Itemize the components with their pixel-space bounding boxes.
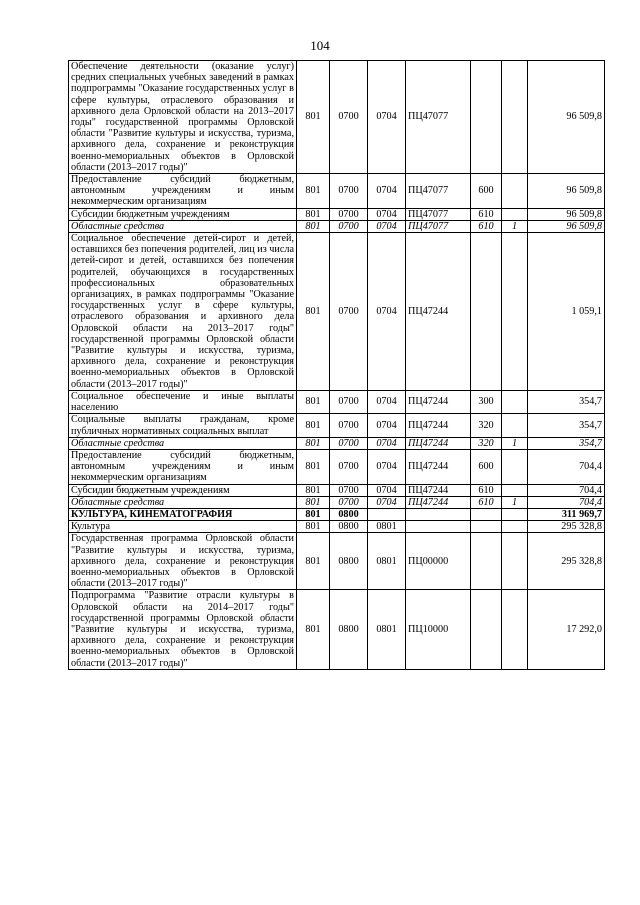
target-article-cell — [406, 508, 471, 520]
section-cell: 0800 — [330, 590, 368, 669]
row-name-cell: Обеспечение деятельности (оказание услуг) средних специальных учебных заведений в рамках подпрограммы "Оказание государственных услуг в сфере культуры, отраслевого образования и архивного дела Орловской области на 2013–2017 годы" государственной программы Орловской области "Развитие культуры и искусства, туризма, архивного дела, сохранение и реконструкция военно-мемориальных объектов в Орловской области (2013–2017 годы)" — [69, 61, 297, 174]
grbs-cell: 801 — [297, 590, 330, 669]
grbs-cell: 801 — [297, 521, 330, 533]
row-name-cell: Областные средства — [69, 220, 297, 232]
table-row — [69, 437, 605, 449]
grbs-cell: 801 — [297, 390, 330, 413]
grbs-cell: 801 — [297, 508, 330, 520]
table-row — [69, 521, 605, 533]
target-article-cell: ПЦ47077 — [406, 208, 471, 220]
target-article-cell: ПЦ10000 — [406, 590, 471, 669]
section-cell: 0700 — [330, 233, 368, 391]
section-cell: 0700 — [330, 61, 368, 174]
expense-type-cell — [471, 533, 502, 590]
target-article-cell — [406, 521, 471, 533]
subsection-cell — [368, 508, 406, 520]
amount-cell: 295 328,8 — [528, 521, 605, 533]
subsection-cell: 0704 — [368, 61, 406, 174]
amount-cell: 311 969,7 — [528, 508, 605, 520]
target-article-cell: ПЦ47077 — [406, 174, 471, 209]
amount-cell: 704,4 — [528, 496, 605, 508]
subsection-cell: 0704 — [368, 174, 406, 209]
budget-table — [68, 60, 605, 670]
expense-type-cell: 600 — [471, 449, 502, 484]
target-article-cell: ПЦ47244 — [406, 233, 471, 391]
source-cell — [502, 590, 528, 669]
grbs-cell: 801 — [297, 174, 330, 209]
section-cell: 0800 — [330, 533, 368, 590]
source-cell — [502, 533, 528, 590]
row-name-cell: Предоставление субсидий бюджетным, автономным учреждениям и иным некоммерческим организациям — [69, 174, 297, 209]
section-cell: 0700 — [330, 449, 368, 484]
source-cell — [502, 208, 528, 220]
section-cell: 0700 — [330, 174, 368, 209]
section-cell: 0700 — [330, 437, 368, 449]
row-name-cell: КУЛЬТУРА, КИНЕМАТОГРАФИЯ — [69, 508, 297, 520]
section-cell: 0800 — [330, 521, 368, 533]
grbs-cell: 801 — [297, 233, 330, 391]
target-article-cell: ПЦ47077 — [406, 220, 471, 232]
expense-type-cell: 610 — [471, 496, 502, 508]
source-cell — [502, 414, 528, 437]
source-cell — [502, 484, 528, 496]
section-cell: 0700 — [330, 208, 368, 220]
row-name-cell: Социальное обеспечение детей-сирот и детей, оставшихся без попечения родителей, лиц из числа детей-сирот и детей, оставшихся без попечения родителей, обучающихся в государственных профессиональных образовательных организациях, в рамках подпрограммы "Оказание государственных услуг в сфере культуры, отраслевого образования и архивного дела Орловской области на 2013–2017 годы" государственной программы Орловской области "Развитие культуры и искусства, туризма, архивного дела, сохранение и реконструкция военно-мемориальных объектов в Орловской области (2013–2017 годы)" — [69, 233, 297, 391]
source-cell — [502, 61, 528, 174]
source-cell — [502, 449, 528, 484]
row-name-cell: Социальное обеспечение и иные выплаты населению — [69, 390, 297, 413]
section-cell: 0800 — [330, 508, 368, 520]
section-cell: 0700 — [330, 390, 368, 413]
amount-cell: 704,4 — [528, 449, 605, 484]
expense-type-cell — [471, 590, 502, 669]
grbs-cell: 801 — [297, 414, 330, 437]
grbs-cell: 801 — [297, 437, 330, 449]
table-row — [69, 484, 605, 496]
grbs-cell: 801 — [297, 449, 330, 484]
table-row — [69, 61, 605, 174]
expense-type-cell — [471, 61, 502, 174]
row-name-cell: Культура — [69, 521, 297, 533]
amount-cell: 295 328,8 — [528, 533, 605, 590]
target-article-cell: ПЦ47244 — [406, 390, 471, 413]
row-name-cell: Подпрограмма "Развитие отрасли культуры в Орловской области на 2014–2017 годы" государственной программы Орловской области "Развитие культуры и искусства, туризма, архивного дела, сохранение и реконструкция военно-мемориальных объектов в Орловской области (2013–2017 годы)" — [69, 590, 297, 669]
table-row — [69, 174, 605, 209]
row-name-cell: Субсидии бюджетным учреждениям — [69, 484, 297, 496]
subsection-cell: 0801 — [368, 533, 406, 590]
amount-cell: 354,7 — [528, 414, 605, 437]
amount-cell: 96 509,8 — [528, 174, 605, 209]
amount-cell: 1 059,1 — [528, 233, 605, 391]
amount-cell: 96 509,8 — [528, 61, 605, 174]
expense-type-cell: 610 — [471, 484, 502, 496]
amount-cell: 354,7 — [528, 437, 605, 449]
target-article-cell: ПЦ00000 — [406, 533, 471, 590]
grbs-cell: 801 — [297, 496, 330, 508]
section-cell: 0700 — [330, 414, 368, 437]
row-name-cell: Субсидии бюджетным учреждениям — [69, 208, 297, 220]
grbs-cell: 801 — [297, 484, 330, 496]
source-cell: 1 — [502, 496, 528, 508]
row-name-cell: Областные средства — [69, 437, 297, 449]
target-article-cell: ПЦ47244 — [406, 414, 471, 437]
amount-cell: 354,7 — [528, 390, 605, 413]
source-cell — [502, 508, 528, 520]
table-row — [69, 414, 605, 437]
expense-type-cell — [471, 508, 502, 520]
target-article-cell: ПЦ47244 — [406, 449, 471, 484]
source-cell: 1 — [502, 220, 528, 232]
section-cell: 0700 — [330, 220, 368, 232]
amount-cell: 704,4 — [528, 484, 605, 496]
grbs-cell: 801 — [297, 61, 330, 174]
subsection-cell: 0801 — [368, 590, 406, 669]
table-row — [69, 449, 605, 484]
grbs-cell: 801 — [297, 533, 330, 590]
source-cell — [502, 233, 528, 391]
subsection-cell: 0704 — [368, 233, 406, 391]
subsection-cell: 0704 — [368, 220, 406, 232]
expense-type-cell: 320 — [471, 437, 502, 449]
subsection-cell: 0801 — [368, 521, 406, 533]
section-cell: 0700 — [330, 496, 368, 508]
row-name-cell: Социальные выплаты гражданам, кроме публичных нормативных социальных выплат — [69, 414, 297, 437]
table-row — [69, 233, 605, 391]
source-cell: 1 — [502, 437, 528, 449]
page-number: 104 — [310, 38, 330, 53]
table-row — [69, 220, 605, 232]
source-cell — [502, 521, 528, 533]
expense-type-cell: 610 — [471, 208, 502, 220]
expense-type-cell: 600 — [471, 174, 502, 209]
target-article-cell: ПЦ47077 — [406, 61, 471, 174]
table-row — [69, 533, 605, 590]
amount-cell: 96 509,8 — [528, 208, 605, 220]
row-name-cell: Областные средства — [69, 496, 297, 508]
row-name-cell: Предоставление субсидий бюджетным, автономным учреждениям и иным некоммерческим организациям — [69, 449, 297, 484]
subsection-cell: 0704 — [368, 484, 406, 496]
target-article-cell: ПЦ47244 — [406, 437, 471, 449]
row-name-cell: Государственная программа Орловской области "Развитие культуры и искусства, туризма, архивного дела, сохранение и реконструкция военно-мемориальных объектов в Орловской области (2013–2017 годы)" — [69, 533, 297, 590]
expense-type-cell: 610 — [471, 220, 502, 232]
section-cell: 0700 — [330, 484, 368, 496]
amount-cell: 17 292,0 — [528, 590, 605, 669]
target-article-cell: ПЦ47244 — [406, 496, 471, 508]
table-row — [69, 208, 605, 220]
table-row — [69, 508, 605, 520]
table-row — [69, 390, 605, 413]
subsection-cell: 0704 — [368, 208, 406, 220]
table-row — [69, 496, 605, 508]
source-cell — [502, 390, 528, 413]
subsection-cell: 0704 — [368, 437, 406, 449]
subsection-cell: 0704 — [368, 496, 406, 508]
source-cell — [502, 174, 528, 209]
subsection-cell: 0704 — [368, 414, 406, 437]
expense-type-cell — [471, 233, 502, 391]
subsection-cell: 0704 — [368, 449, 406, 484]
expense-type-cell: 300 — [471, 390, 502, 413]
subsection-cell: 0704 — [368, 390, 406, 413]
expense-type-cell — [471, 521, 502, 533]
grbs-cell: 801 — [297, 208, 330, 220]
target-article-cell: ПЦ47244 — [406, 484, 471, 496]
expense-type-cell: 320 — [471, 414, 502, 437]
amount-cell: 96 509,8 — [528, 220, 605, 232]
table-row — [69, 590, 605, 669]
grbs-cell: 801 — [297, 220, 330, 232]
